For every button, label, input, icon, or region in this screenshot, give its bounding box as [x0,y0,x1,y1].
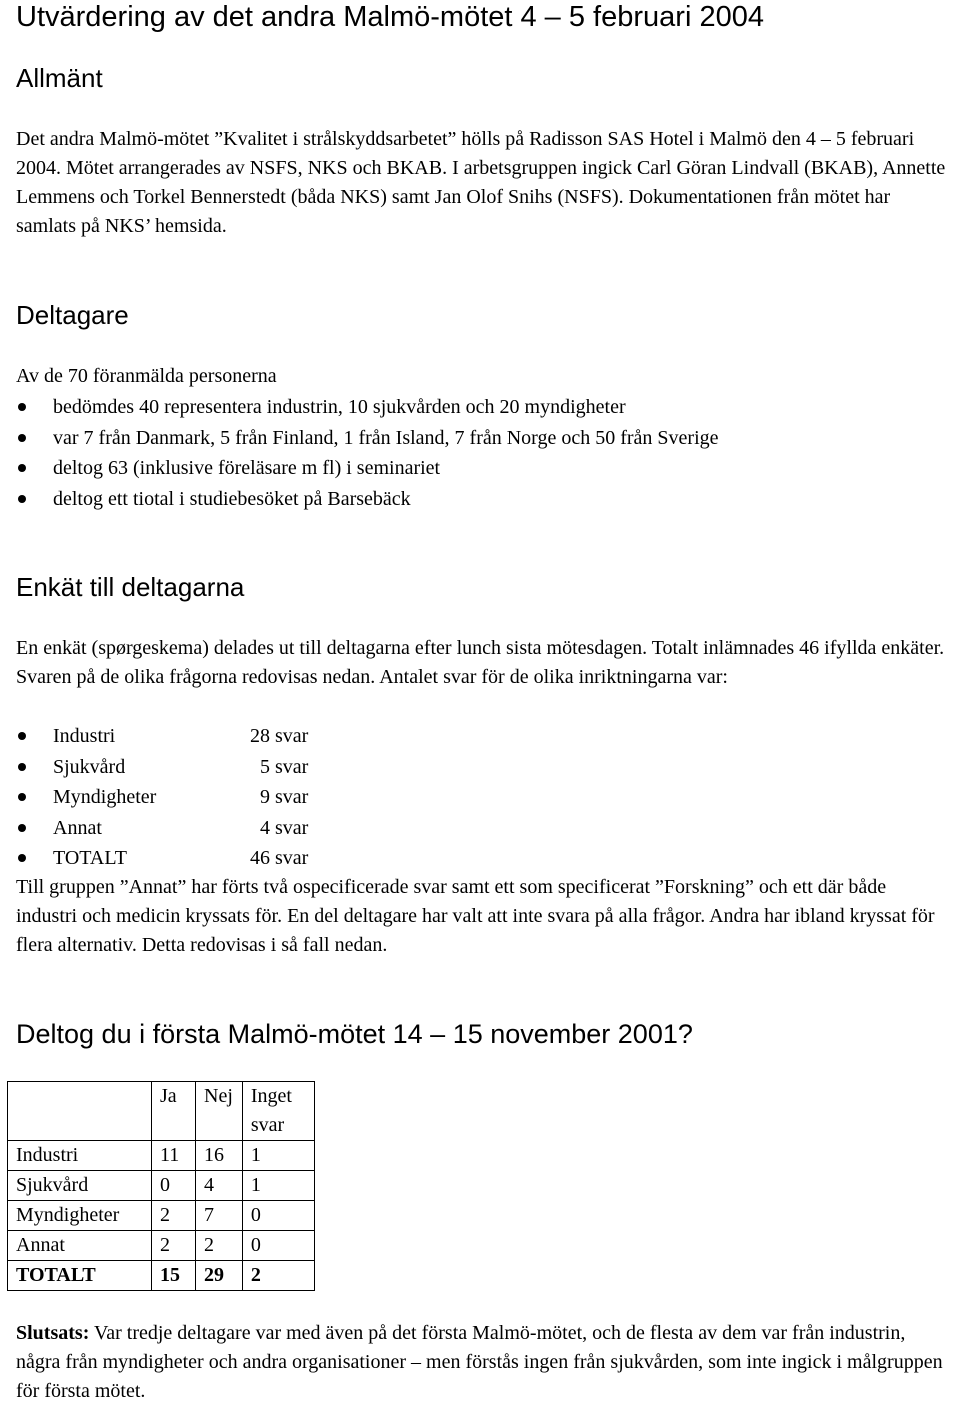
page-title: Utvärdering av det andra Malmö-mötet 4 – 5 februari 2004 [16,1,764,33]
bullet-icon [18,403,26,411]
table-header-cell: Ja [152,1082,196,1141]
table-cell: Myndigheter [8,1201,152,1231]
table-total-row [8,1261,315,1291]
bullet-icon [18,763,26,771]
table-cell: 1 [242,1141,314,1171]
heading-question-1: Deltog du i första Malmö-mötet 14 – 15 november 2001? [16,1019,693,1049]
table-header-cell [8,1082,152,1141]
table-row [8,1171,315,1201]
table-header-row [8,1082,315,1141]
category-item: Annat 4 svar [16,813,308,844]
table-row [8,1231,315,1261]
participants-list [16,392,719,514]
list-item: deltog 63 (inklusive föreläsare m fl) i seminariet [16,453,719,484]
participants-intro: Av de 70 föranmälda personerna [16,365,277,387]
table-cell: 29 [196,1261,243,1291]
table-cell: 15 [152,1261,196,1291]
paragraph-general: Det andra Malmö-mötet ”Kvalitet i strålskyddsarbetet” hölls på Radisson SAS Hotel i Malmö den 4 – 5 februari 2004. Mötet arrangerades av NSFS, NKS och BKAB. I arbetsgruppen ingick Carl Göran Lindvall (BKAB), Annette Lemmens och Torkel Bennerstedt (båda NKS) samt Jan Olof Snihs (NSFS). Dokumentationen från mötet har samlats på NKS’ hemsida. [16,128,946,237]
bullet-icon [18,495,26,503]
category-item: Sjukvård 5 svar [16,752,308,783]
category-item: TOTALT 46 svar [16,843,308,874]
table-cell: Industri [8,1141,152,1171]
table-cell: Sjukvård [8,1171,152,1201]
paragraph-survey: En enkät (spørgeskema) delades ut till deltagarna efter lunch sista mötesdagen. Totalt inlämnades 46 ifyllda enkäter. Svaren på de olika frågorna redovisas nedan. Antalet svar för de olika inriktningarna var: [16,637,945,688]
table-cell: 1 [242,1171,314,1201]
category-list [16,721,308,874]
heading-participants: Deltagare [16,300,129,330]
table-cell: 2 [152,1201,196,1231]
table-cell: 0 [242,1201,314,1231]
bullet-icon [18,732,26,740]
conclusion-paragraph [16,1319,951,1406]
table-cell: 2 [152,1231,196,1261]
answers-table [7,1081,315,1291]
table-header-cell: Inget svar [242,1082,314,1141]
table-cell: 2 [196,1231,243,1261]
bullet-icon [18,793,26,801]
bullet-icon [18,464,26,472]
table-row [8,1141,315,1171]
table-cell: 4 [196,1171,243,1201]
heading-general: Allmänt [16,63,103,93]
bullet-icon [18,854,26,862]
table-cell: Annat [8,1231,152,1261]
table-header-cell: Nej [196,1082,243,1141]
table-cell: 0 [152,1171,196,1201]
conclusion-label: Slutsats: [16,1322,90,1344]
list-item: bedömdes 40 representera industrin, 10 sjukvården och 20 myndigheter [16,392,719,423]
list-item: var 7 från Danmark, 5 från Finland, 1 från Island, 7 från Norge och 50 från Sverige [16,423,719,454]
bullet-icon [18,824,26,832]
table-row [8,1201,315,1231]
table-cell: 0 [242,1231,314,1261]
table-cell: 7 [196,1201,243,1231]
list-item: deltog ett tiotal i studiebesöket på Barsebäck [16,484,719,515]
table-cell: TOTALT [8,1261,152,1291]
bullet-icon [18,434,26,442]
conclusion-text: Var tredje deltagare var med även på det första Malmö-mötet, och de flesta av dem var från industrin, några från myndigheter och andra organisationer – men förstås ingen från sjukvården, som inte ingick i målgruppen för första mötet. [16,1322,943,1402]
table-cell: 11 [152,1141,196,1171]
category-item: Myndigheter 9 svar [16,782,308,813]
heading-survey: Enkät till deltagarna [16,572,245,602]
paragraph-survey-note: Till gruppen ”Annat” har förts två ospecificerade svar samt ett som specificerat ”Forskning” och ett där både industri och medicin kryssats för. En del deltagare har valt att inte svara på alla frågor. Andra har ibland kryssat för flera alternativ. Detta redovisas i så fall nedan. [16,876,935,956]
table-cell: 16 [196,1141,243,1171]
table-cell: 2 [242,1261,314,1291]
category-item: Industri 28 svar [16,721,308,752]
